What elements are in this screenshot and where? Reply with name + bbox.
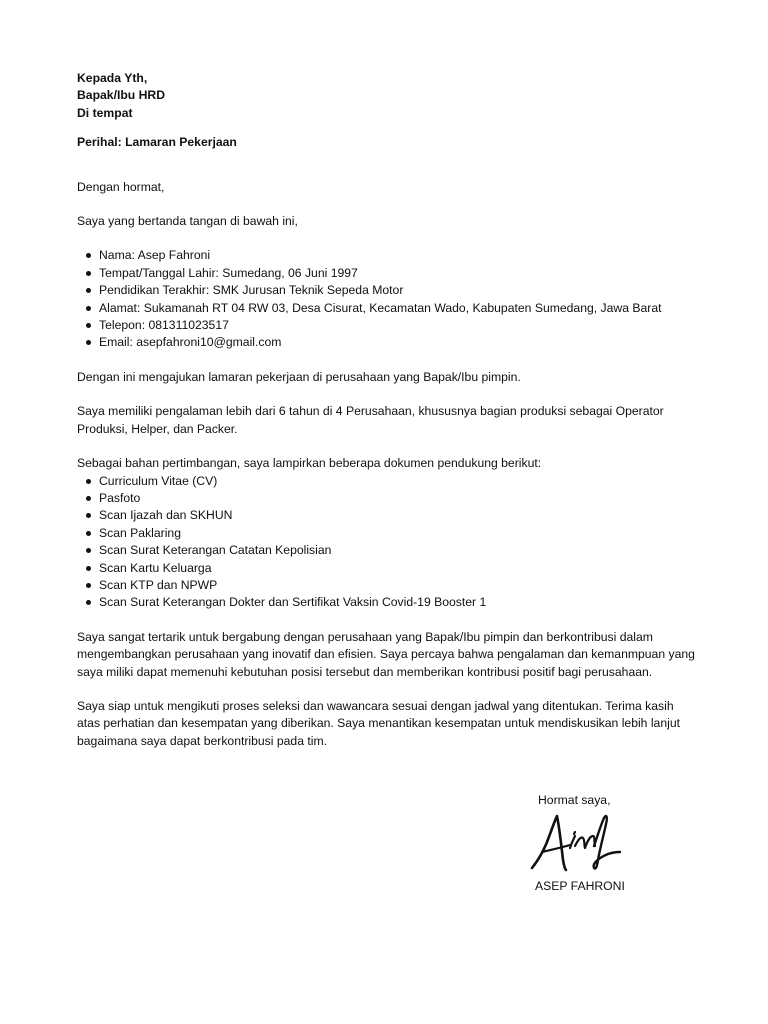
interest-paragraph: Saya sangat tertarik untuk bergabung dengan perusahaan yang Bapak/Ibu pimpin dan berkontribusi dalam mengembangkan perusahaan yang inovatif dan efisien. Saya percaya bahwa pengalaman dan kemanmpuan yang saya miliki dapat memenuhi kebutuhan posisi tersebut dan memberikan kontribusi positif bagi perusahaan. <box>77 629 695 679</box>
list-item: Pendidikan Terakhir: SMK Jurusan Teknik Sepeda Motor <box>77 282 697 299</box>
attachments-list <box>77 473 697 612</box>
closing-paragraph: Saya siap untuk mengikuti proses seleksi dan wawancara sesuai dengan jadwal yang ditentukan. Terima kasih atas perhatian dan kesempatan yang diberikan. Saya menantikan kesempatan untuk mendiskusikan lebih lanjut bagaimana saya dapat berkontribusi pada tim. <box>77 698 680 748</box>
list-item: Email: asepfahroni10@gmail.com <box>77 334 697 351</box>
list-item: Tempat/Tanggal Lahir: Sumedang, 06 Juni 1997 <box>77 265 697 282</box>
list-item: Telepon: 081311023517 <box>77 317 697 334</box>
signature-name: ASEP FAHRONI <box>535 879 625 893</box>
attachments-intro: Sebagai bahan pertimbangan, saya lampirkan beberapa dokumen pendukung berikut: <box>77 456 542 471</box>
list-item: Nama: Asep Fahroni <box>77 247 697 264</box>
recipient-line-2: Bapak/Ibu HRD <box>77 88 166 103</box>
list-item: Scan Kartu Keluarga <box>77 560 697 577</box>
list-item: Alamat: Sukamanah RT 04 RW 03, Desa Cisurat, Kecamatan Wado, Kabupaten Sumedang, Jawa Barat <box>77 300 697 317</box>
experience-paragraph: Saya memiliki pengalaman lebih dari 6 tahun di 4 Perusahaan, khususnya bagian produksi sebagai Operator Produksi, Helper, dan Packer. <box>77 404 664 436</box>
list-item: Scan Paklaring <box>77 525 697 542</box>
list-item: Curriculum Vitae (CV) <box>77 473 697 490</box>
recipient-block <box>77 70 697 122</box>
signature-block <box>535 792 648 893</box>
greeting: Dengan hormat, <box>77 179 165 194</box>
subject-line: Perihal: Lamaran Pekerjaan <box>77 135 237 150</box>
recipient-line-1: Kepada Yth, <box>77 71 148 85</box>
intro-paragraph: Saya yang bertanda tangan di bawah ini, <box>77 214 298 229</box>
application-paragraph: Dengan ini mengajukan lamaran pekerjaan di perusahaan yang Bapak/Ibu pimpin. <box>77 369 521 384</box>
list-item: Scan Ijazah dan SKHUN <box>77 507 697 524</box>
list-item: Scan KTP dan NPWP <box>77 577 697 594</box>
handwritten-signature-icon <box>530 812 622 874</box>
list-item: Scan Surat Keterangan Dokter dan Sertifikat Vaksin Covid-19 Booster 1 <box>77 594 697 611</box>
signature-closing: Hormat saya, <box>538 793 611 807</box>
identity-list <box>77 247 697 351</box>
recipient-line-3: Di tempat <box>77 105 133 120</box>
list-item: Scan Surat Keterangan Catatan Kepolisian <box>77 542 697 559</box>
list-item: Pasfoto <box>77 490 697 507</box>
letter-body <box>77 70 697 750</box>
